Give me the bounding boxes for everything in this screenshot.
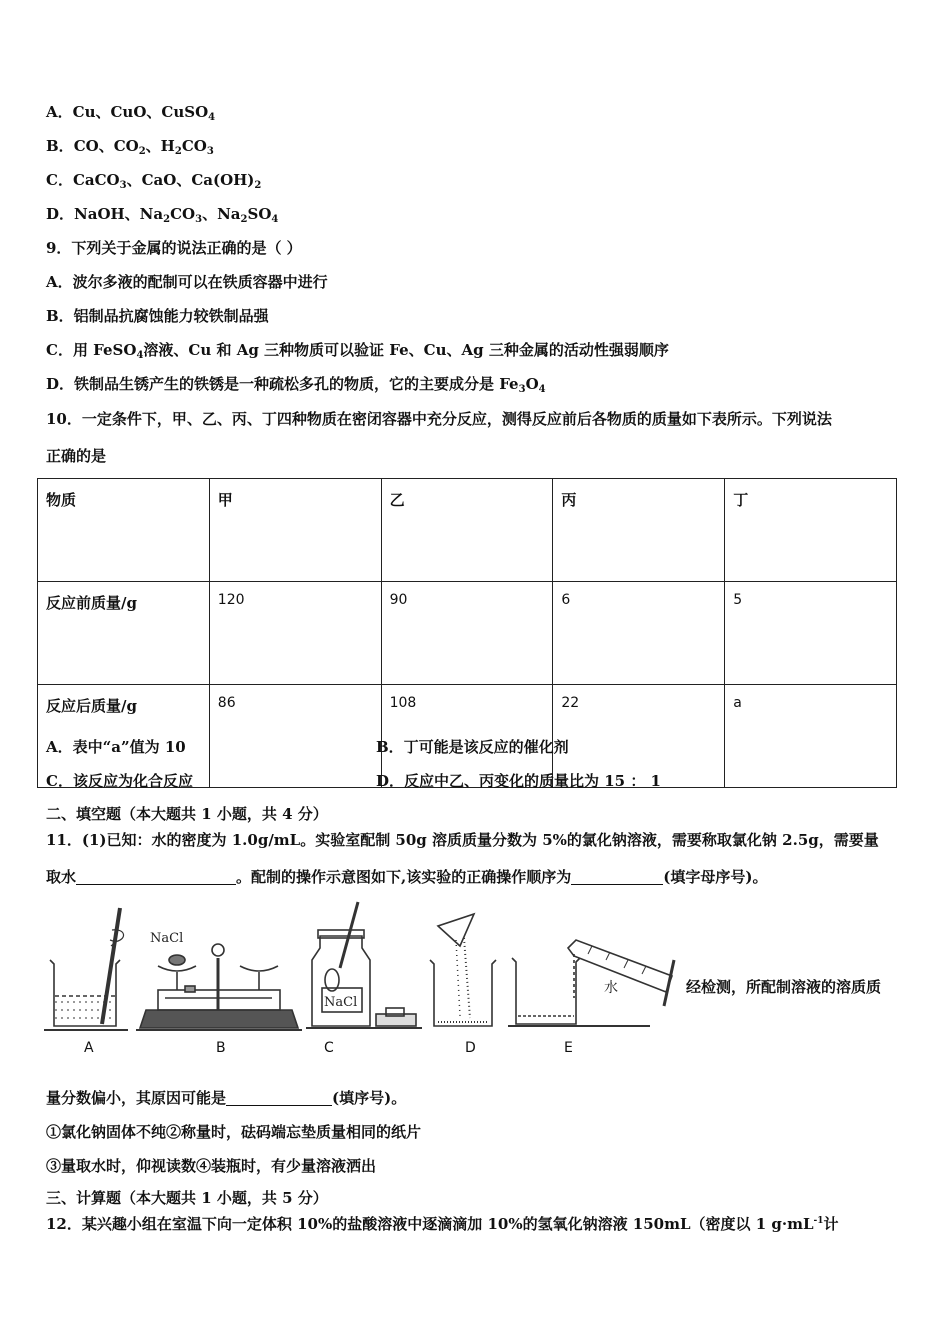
balance-figure <box>136 944 302 1030</box>
figure-label-d: D <box>465 1040 476 1056</box>
q10-option-b: B．丁可能是该反应的催化剂 <box>376 738 569 756</box>
section-3-heading: 三、计算题（本大题共 1 小题，共 5 分） <box>46 1189 328 1207</box>
table-cell: a <box>725 685 897 788</box>
table-cell: 108 <box>381 685 553 788</box>
operation-diagram <box>40 898 690 1068</box>
table-cell: 6 <box>553 582 725 685</box>
q9-option-d: D．铁制品生锈产生的铁锈是一种疏松多孔的物质，它的主要成分是 $Fe_3O_4$ <box>46 375 546 395</box>
table-cell: 丁 <box>725 479 897 582</box>
q10-option-d: D．反应中乙、丙变化的质量比为 15 ： 1 <box>376 772 661 790</box>
table-row <box>38 479 897 582</box>
q11-line3: 量分数偏小，其原因可能是 (填序号)。 <box>46 1089 407 1107</box>
figure-label-a: A <box>84 1040 94 1056</box>
table-cell: 反应前质量/g <box>38 582 210 685</box>
table-row <box>38 582 897 685</box>
table-cell: 反应后质量/g <box>38 685 210 788</box>
table-cell: 5 <box>725 582 897 685</box>
nacl-label-balance: NaCl <box>150 931 184 946</box>
q10-option-c: C．该反应为化合反应 <box>46 772 193 790</box>
figure-label-c: C <box>324 1040 334 1056</box>
q9-option-c: C．用 FeSO$_4$溶液、Cu 和 Ag 三种物质可以验证 Fe、Cu、Ag 三种金属的活动性强弱顺序 <box>46 341 669 361</box>
figure-label-b: B <box>216 1040 226 1056</box>
q9-option-b: B．铝制品抗腐蚀能力较铁制品强 <box>46 307 269 325</box>
q10-option-a: A．表中“a”值为 10 <box>46 738 186 756</box>
q10-stem-line1: 10．一定条件下，甲、乙、丙、丁四种物质在密闭容器中充分反应，测得反应前后各物质的质量如下表所示。下列说法 <box>46 410 832 428</box>
q11-reason-2: ③量取水时，仰视读数④装瓶时，有少量溶液洒出 <box>46 1157 377 1175</box>
q11-line1: 11．(1)已知：水的密度为 1.0g/mL。实验室配制 50g 溶质质量分数为 5%的氯化钠溶液，需要称取氯化钠 2.5g，需要量 <box>46 831 879 849</box>
q11-line2: 取水 。配制的操作示意图如下,该实验的正确操作顺序为 (填字母序号)。 <box>46 868 768 886</box>
cylinder-pouring-figure <box>508 940 674 1026</box>
table-cell: 物质 <box>38 479 210 582</box>
q11-side-text: 经检测，所配制溶液的溶质质 <box>686 978 882 996</box>
q9-stem: 9．下列关于金属的说法正确的是（ ） <box>46 239 302 257</box>
q8-option-d: D．NaOH、$Na_2CO_3$、$Na_2SO_4$ <box>46 205 279 225</box>
table-cell: 90 <box>381 582 553 685</box>
q10-stem-line2: 正确的是 <box>46 447 107 465</box>
funnel-beaker-figure <box>430 914 496 1026</box>
q12-stem: 12．某兴趣小组在室温下向一定体积 10%的盐酸溶液中逐滴滴加 10%的氢氧化钠溶液 150mL（密度以 1 $g\cdot mL^{-1}$计 <box>46 1215 839 1233</box>
q11-reason-1: ①氯化钠固体不纯②称量时，砝码端忘垫质量相同的纸片 <box>46 1123 422 1141</box>
table-cell: 甲 <box>209 479 381 582</box>
water-label: 水 <box>604 980 618 996</box>
q8-option-a: A．Cu、CuO、CuSO$_4$ <box>46 103 216 123</box>
answer-blank-reason[interactable] <box>226 1089 332 1106</box>
table-cell: 乙 <box>381 479 553 582</box>
table-cell: 86 <box>209 685 381 788</box>
answer-blank-water[interactable] <box>76 868 236 885</box>
q9-option-a: A．波尔多液的配制可以在铁质容器中进行 <box>46 273 328 291</box>
answer-blank-order[interactable] <box>571 868 663 885</box>
table-cell: 22 <box>553 685 725 788</box>
q8-option-c: C．CaCO$_3$、CaO、$Ca(OH)_2$ <box>46 171 262 191</box>
table-cell: 丙 <box>553 479 725 582</box>
beaker-stirring-figure <box>44 908 128 1030</box>
nacl-label-bottle: NaCl <box>324 995 358 1010</box>
q8-option-b: B．CO、$CO_2$、$H_2CO_3$ <box>46 137 214 157</box>
table-cell: 120 <box>209 582 381 685</box>
section-2-heading: 二、填空题（本大题共 1 小题，共 4 分） <box>46 805 328 823</box>
figure-label-e: E <box>564 1040 573 1056</box>
